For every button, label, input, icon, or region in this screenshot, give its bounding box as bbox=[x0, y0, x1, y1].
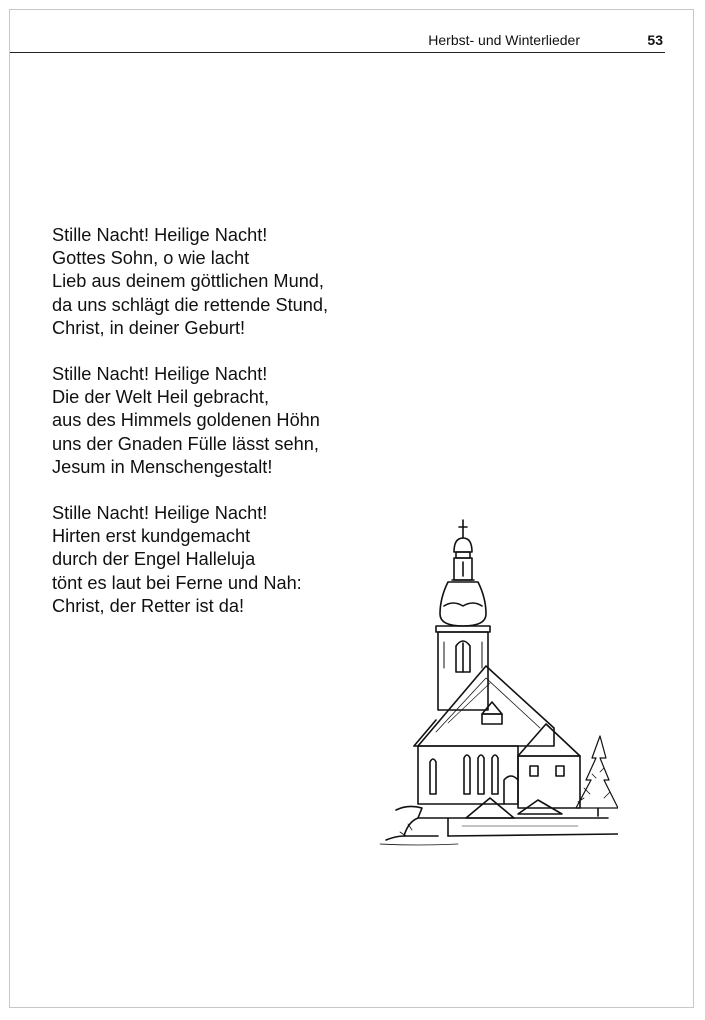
verse-line: Stille Nacht! Heilige Nacht! bbox=[52, 225, 268, 245]
verse-2 bbox=[52, 363, 412, 479]
chapter-title: Herbst- und Winterlieder bbox=[428, 32, 580, 48]
verse-line: uns der Gnaden Fülle lässt sehn, bbox=[52, 433, 319, 454]
verse-line: Stille Nacht! Heilige Nacht! bbox=[52, 364, 268, 385]
page-header bbox=[10, 30, 665, 53]
verse-line: Christ, in deiner Geburt! bbox=[52, 317, 246, 338]
verse-line: Jesum in Menschengestalt! bbox=[52, 456, 273, 477]
verse-line: durch der Engel Halleluja bbox=[52, 549, 256, 570]
verse-line: aus des Himmels goldenen Höhn bbox=[52, 410, 320, 431]
verse-line: Christ, der Retter ist da! bbox=[52, 595, 245, 616]
verse-line: Gottes Sohn, o wie lacht bbox=[52, 248, 250, 269]
verse-line: da uns schlägt die rettende Stund, bbox=[52, 294, 329, 315]
verse-line: tönt es laut bei Ferne und Nah: bbox=[52, 572, 302, 593]
verse-line: Stille Nacht! Heilige Nacht! bbox=[52, 503, 268, 524]
verse-line: Lieb aus deinem göttlichen Mund, bbox=[52, 271, 324, 292]
verse-3 bbox=[52, 502, 412, 618]
page-number: 53 bbox=[647, 32, 663, 48]
verse-1 bbox=[52, 224, 412, 340]
song-lyrics bbox=[52, 224, 412, 641]
church-icon bbox=[378, 518, 618, 848]
verse-line: Hirten erst kundgemacht bbox=[52, 526, 251, 547]
verse-line: Die der Welt Heil gebracht, bbox=[52, 387, 269, 408]
